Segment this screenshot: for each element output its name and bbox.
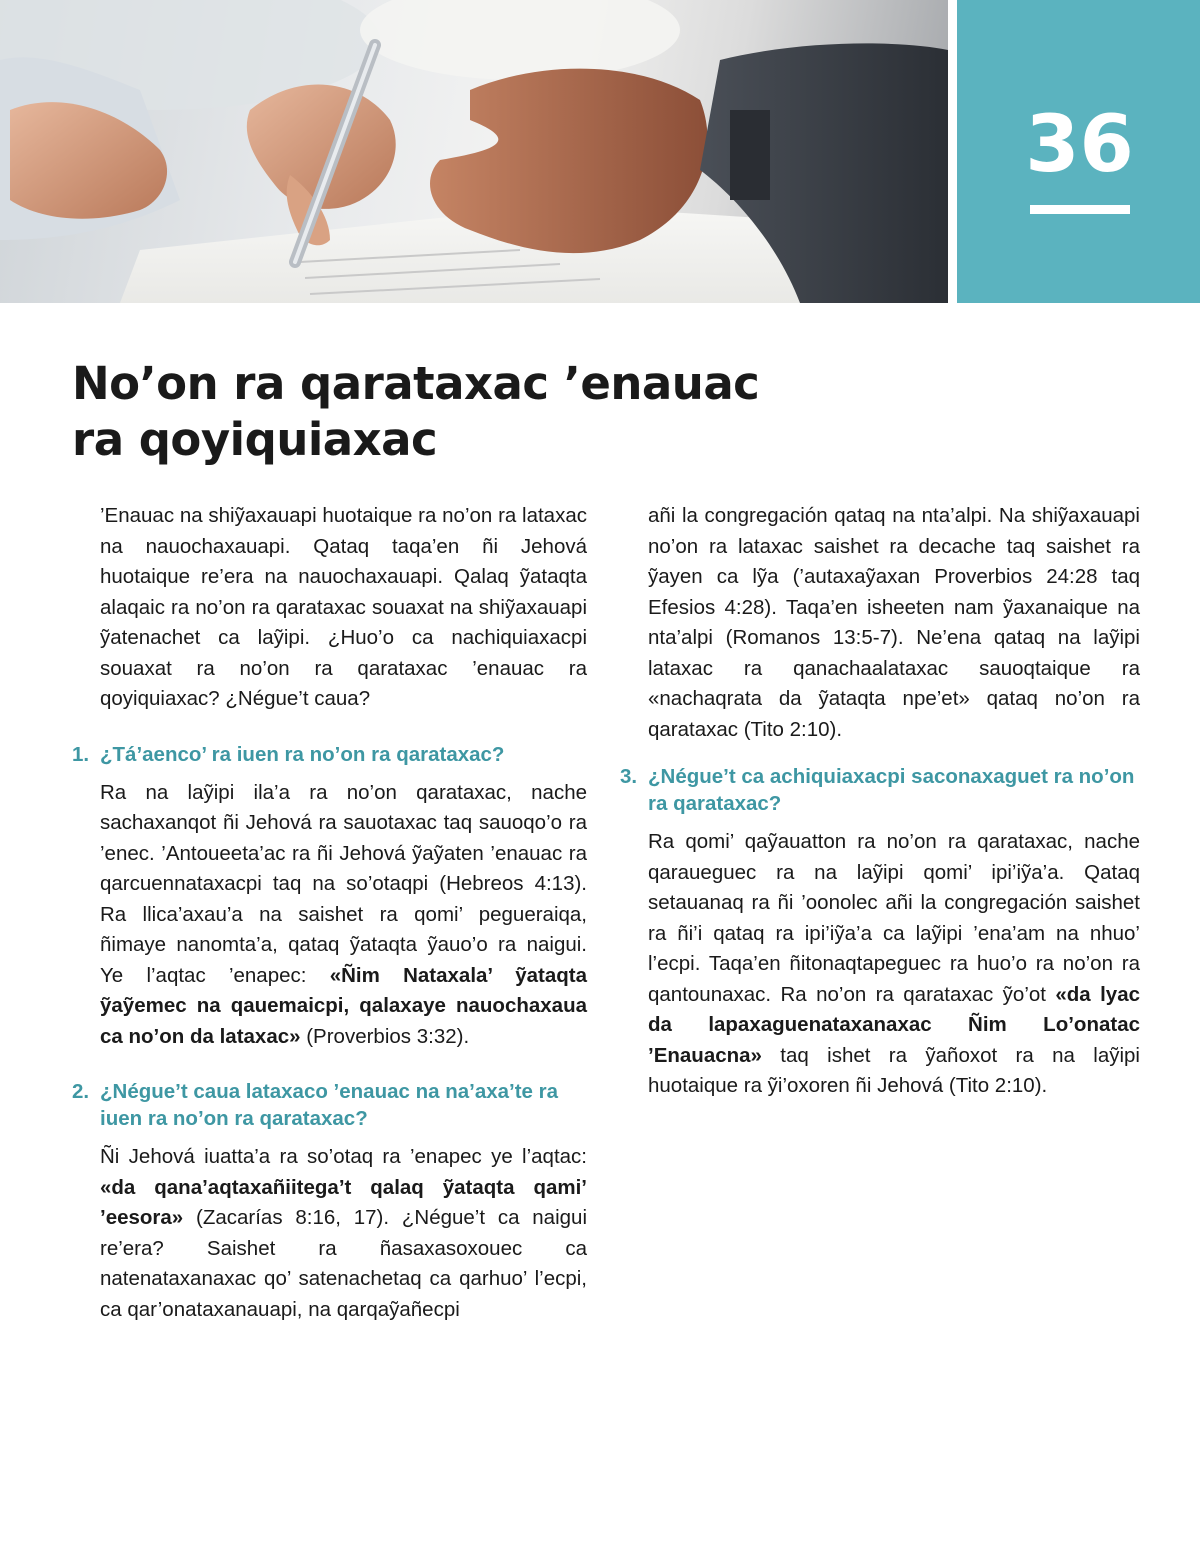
question-2-text: ¿Négue’t caua lataxaco ’enauac na na’axa’te ra iuen ra no’on ra qarataxac? — [100, 1080, 559, 1130]
intro-paragraph: ’Enauac na shiỹaxauapi huotaique ra no’on ra lataxac na nauochaxauapi. Qataq taqa’en ñi Jehová huotaique re’era na nauochaxauapi. Qalaq ỹataqta alaqaic ra no’on ra qarataxac souaxat na shiỹaxauapi ỹatenachet ca laỹipi. ¿Huo’o ca nachiquiaxacpi souaxat ra no’on ra qarataxac ’enauac ra qoyiquiaxac? ¿Négue’t caua? — [100, 504, 587, 710]
section-1-text-a: Ra na laỹipi ila’a ra no’on qarataxac, nache sachaxanqot ñi Jehová ra sauotaxac taq sauoqo’o ra ’enec. ’Antoueeta’ac ra ñi Jehová ỹaỹaten ’enauac ra qarcuennataxacpi taq na so’otaqpi (Hebreos 4:13). Ra llica’axau’a na saishet ra qomi’ pegueraiqa, ñimaye nanomta’a, qataq ỹataqta ỹauo’o ra naigui. Ye l’aqtac ’enapec: — [100, 780, 587, 987]
question-1-number: 1. — [72, 742, 90, 766]
hands-signing-illustration — [0, 0, 948, 303]
section-2-text-b: (Zacarías 8:16, 17). ¿Négue’t ca naigui re’era? Saishet ra ñasaxasoxouec ca natenataxanaxac qo’ satenachetaq ca qarhuo’ l’ecpi, ca qar’onataxanauapi, na qarqaỹañecpi — [100, 1206, 587, 1321]
header-photo — [0, 0, 948, 303]
left-column — [72, 501, 587, 1335]
section-2-text-a: Ñi Jehová iuatta’a ra so’otaq ra ’enapec ye l’aqtac: — [100, 1145, 587, 1168]
lesson-number: 36 — [1025, 100, 1134, 190]
section-1-quote: «Ñim Nataxala’ ỹataqta ỹaỹemec na qauemaicpi, qalaxaye nauochaxaua ca no’on da lataxac» — [100, 963, 587, 1048]
section-3-paragraph — [620, 827, 1140, 1102]
section-3-quote: «da lyac da lapaxaguenataxanaxac Ñim Lo’onatac ’Enauacna» — [648, 982, 1140, 1067]
question-2 — [72, 1078, 587, 1132]
section-2-continued-paragraph: añi la congregación qataq na nta’alpi. Na shiỹaxauapi no’on ra lataxac saishet ra decache taq saishet ra ỹayen ca lỹa (’autaxaỹaxan Proverbios 24:28 taq Efesios 4:28). Taqa’en isheeten nam ỹaxanaique na nta’alpi (Romanos 13:5-7). Ne’ena qataq na laỹipi lataxac ra qanachaalataxac sauoqtaique ra «nachaqrata da ỹataqta npe’et» qataq no’on ra qarataxac (Tito 2:10). — [648, 504, 1140, 741]
page-title — [72, 356, 872, 468]
question-2-number: 2. — [72, 1080, 90, 1103]
question-3 — [620, 763, 1140, 817]
question-1 — [72, 741, 587, 768]
section-1-text-b: (Proverbios 3:32). — [300, 1024, 470, 1048]
section-2-paragraph — [72, 1142, 587, 1325]
section-3-text-b: taq ishet ra ỹañoxot ra na laỹipi huotaique ra ỹi’oxoren ñi Jehová (Tito 2:10). — [648, 1043, 1140, 1097]
title-line-2: ra qoyiquiaxac — [72, 413, 438, 466]
question-1-text: ¿Tá’aenco’ ra iuen ra no’on ra qarataxac? — [100, 742, 505, 766]
lesson-number-underline — [1030, 205, 1130, 214]
section-2-quote: «da qana’aqtaxañiitega’t qalaq ỹataqta qami’ ’eesora» — [100, 1175, 587, 1229]
section-3-text-a: Ra qomi’ qaỹauatton ra no’on ra qarataxac, nache qaraueguec ra na laỹipi qomi’ ipi’iỹa’a. Qataq setauanaq ra ñi ’oonolec añi la congregación saishet ra ñi’i qataq ra ipi’iỹa’a ca laỹipi ’ena’am na nhuo’ l’ecpi. Taqa’en ñitonaqtapeguec ra huo’o ra no’on ra qantounaxac. Ra no’on ra qarataxac ỹo’ot — [648, 830, 1140, 1006]
section-1-paragraph — [72, 778, 587, 1053]
question-3-text: ¿Négue’t ca achiquiaxacpi saconaxaguet ra no’on ra qarataxac? — [648, 765, 1135, 815]
right-column — [620, 501, 1140, 1112]
question-3-number: 3. — [620, 765, 638, 788]
title-line-1: No’on ra qarataxac ’enauac — [72, 357, 760, 410]
